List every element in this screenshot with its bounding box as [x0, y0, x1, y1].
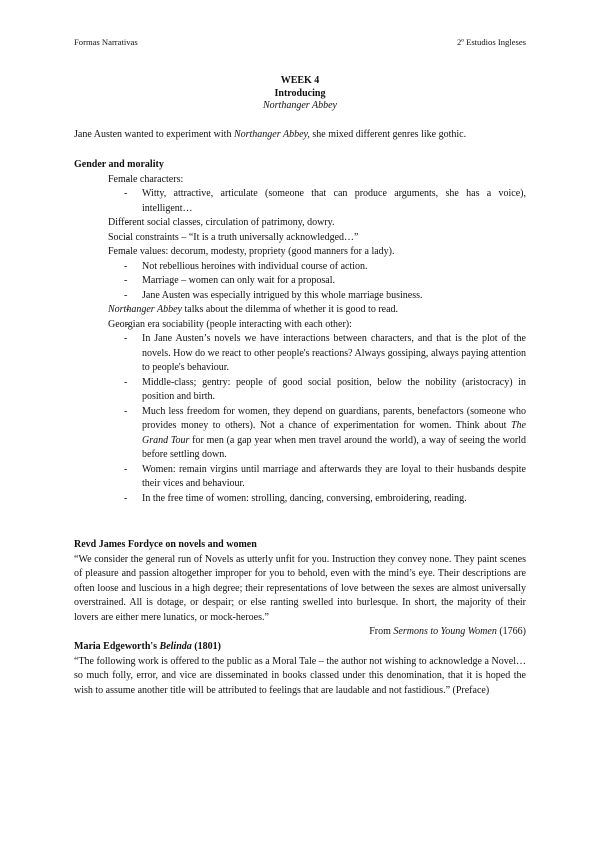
edgeworth-heading [74, 640, 526, 655]
gender-section [74, 158, 526, 506]
na-italic: Northanger Abbey [108, 304, 182, 315]
female-values-sublist [108, 260, 526, 304]
intro-text-b: she mixed different genres like gothic. [309, 129, 467, 140]
na-rest: talks about the dilemma of whether it is good to read. [181, 304, 399, 315]
fordyce-heading: Revd James Fordyce on novels and women [74, 539, 257, 550]
source-year: (1766) [496, 626, 526, 637]
edgeworth-section [74, 640, 526, 698]
list-item: - In Jane Austen’s novels we have interactions between characters, and that is the plot of the novels. How do we react to other people's reactions? Always gossiping, always paying attention to people's behaviour. [142, 332, 526, 376]
week-title: WEEK 4 [280, 75, 320, 86]
g3-text-b: for men (a gap year when men travel around the world), a way of seeing the world before settling down. [142, 434, 526, 460]
header-program: 2º Estudios Ingleses [456, 37, 526, 47]
georgian-item: Georgian era sociability (people interacting with each other): [108, 318, 352, 330]
list-item: - Middle-class; gentry: people of good social position, below the nobility (aristocracy) in position and birth. [142, 376, 526, 405]
g3-text-a: Much less freedom for women, they depend on guardians, parents, benefactors (someone who provides money to others). Not a chance of experimentation for women. Think about [142, 405, 526, 431]
gender-heading: Gender and morality [74, 159, 164, 170]
list-item: - In the free time of women: strolling, dancing, conversing, embroidering, reading. [142, 492, 526, 507]
header-course: Formas Narrativas [74, 37, 138, 47]
intro-book: Northanger Abbey, [233, 129, 310, 140]
intro-text-a: Jane Austen wanted to experiment with [74, 129, 234, 140]
edgeworth-quote: “The following work is offered to the public as a Moral Tale – the author not wishing to acknowledge a Novel… so much folly, error, and vice are disseminated in books classed under this denomination, that it is hoped the wish to assume another title will be attributed to feelings that are laudable and not fastidious.” (Preface) [74, 655, 526, 696]
list-item: - Witty, attractive, articulate (someone that can produce arguments, she has a voice), intelligent… [142, 187, 526, 216]
source-title: Sermons to Young Women [393, 626, 497, 637]
female-values-item: Female values: decorum, modesty, propriety (good manners for a lady). [108, 246, 395, 257]
edgeworth-heading-a: Maria Edgeworth's [74, 641, 160, 652]
list-item: - Women: remain virgins until marriage and afterwards they are loyal to their husbands despite their vices and behaviour. [142, 463, 526, 492]
list-item [108, 245, 526, 303]
list-item: - Jane Austen was especially intrigued by this whole marriage business. [142, 289, 526, 304]
list-item [108, 303, 526, 318]
gender-list [74, 173, 526, 507]
list-item [142, 405, 526, 463]
g3-italic: The Grand Tour [142, 420, 526, 446]
intro-paragraph [74, 128, 526, 143]
book-title: Northanger Abbey [263, 100, 337, 111]
title-block [0, 75, 600, 113]
fordyce-quote: “We consider the general run of Novels as utterly unfit for you. Instruction they convey none. They paint scenes of pleasure and passion altogether improper for you to behold, even with the mind’s eye. Their descriptions are often loose and luscious in a high degree; their representations of love between the sexes are almost universally overstrained. All is dotage, or despair; or else ranting swelled into burlesque. In short, the majority of their lovers are either mere lunatics, or mock-heroes.” [74, 553, 526, 623]
edgeworth-heading-italic: Belinda [159, 641, 192, 652]
introducing-title: Introducing [274, 87, 326, 99]
fordyce-section [74, 538, 526, 640]
list-item: - Different social classes, circulation of patrimony, dowry. [108, 216, 526, 231]
georgian-sublist [108, 332, 526, 506]
edgeworth-heading-b: (1801) [191, 641, 221, 652]
list-item: - Not rebellious heroines with individual course of action. [142, 260, 526, 275]
list-item [108, 173, 526, 217]
fordyce-source [74, 625, 526, 640]
female-characters-sublist [108, 187, 526, 216]
female-characters-item: Female characters: [108, 173, 184, 185]
list-item: - Marriage – women can only wait for a proposal. [142, 274, 526, 289]
source-from: From [369, 626, 394, 637]
list-item: - Social constraints – “It is a truth universally acknowledged…” [108, 231, 526, 246]
list-item [108, 318, 526, 507]
